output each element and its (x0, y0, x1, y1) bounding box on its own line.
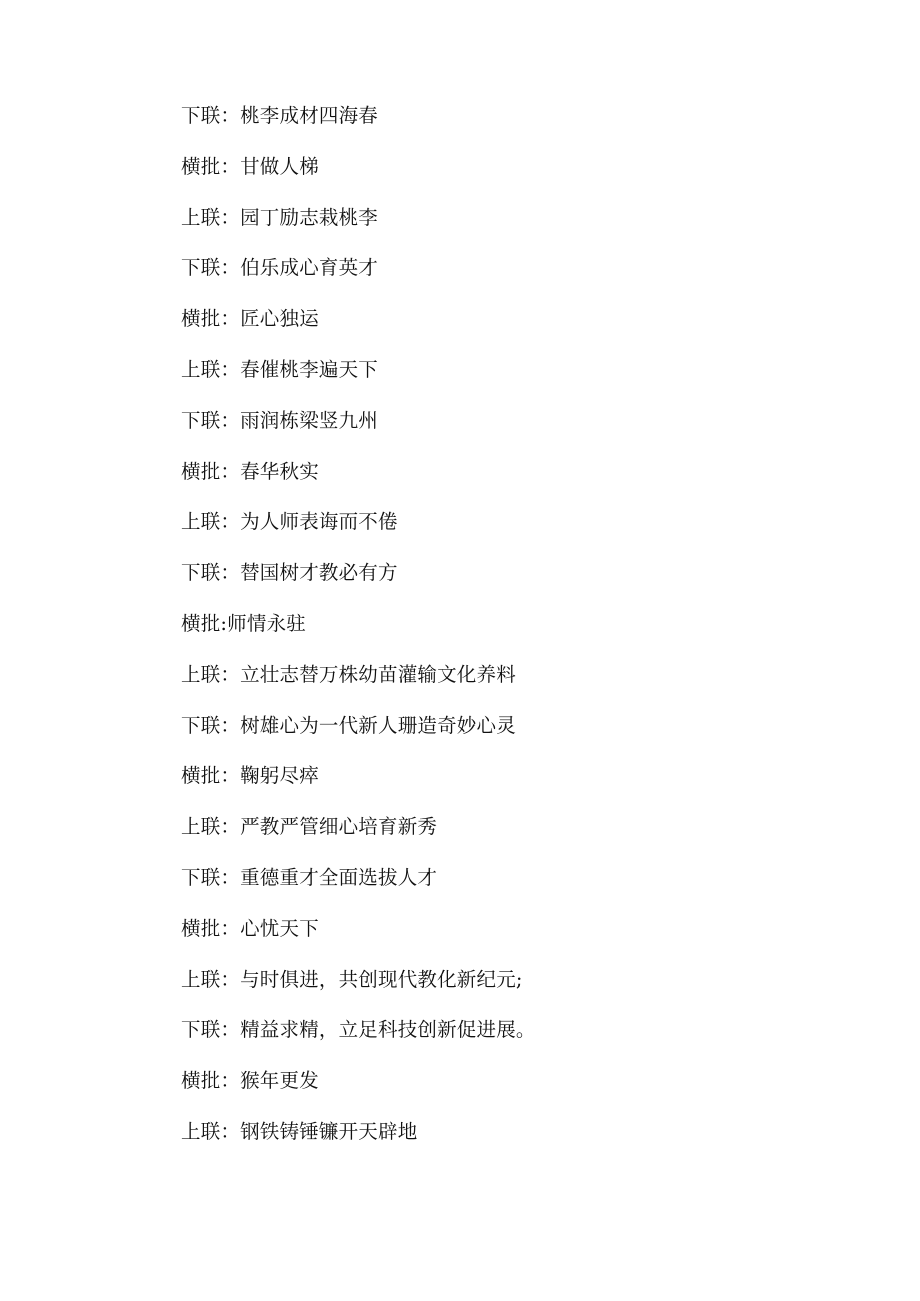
couplet-line: 上联：园丁励志栽桃李 (181, 205, 379, 229)
couplet-line: 上联：为人师表诲而不倦 (181, 510, 398, 534)
couplet-line: 横批：匠心独运 (181, 307, 319, 331)
couplet-line: 下联：伯乐成心育英才 (181, 256, 379, 280)
couplet-line: 上联：与时俱进，共创现代教化新纪元; (181, 967, 523, 991)
couplet-line: 上联：钢铁铸锤镰开天辟地 (181, 1119, 418, 1143)
couplet-line: 上联：立壮志替万株幼苗灌输文化养料 (181, 662, 516, 686)
couplet-list (181, 100, 536, 1167)
couplet-line: 横批：甘做人梯 (181, 154, 319, 178)
couplet-line: 横批：心忧天下 (181, 916, 319, 940)
couplet-line: 下联：重德重才全面选拔人才 (181, 865, 438, 889)
couplet-line: 横批:师情永驻 (181, 611, 306, 635)
couplet-line: 下联：桃李成材四海春 (181, 104, 379, 127)
couplet-line: 横批：猴年更发 (181, 1069, 319, 1093)
couplet-line: 下联：替国树才教必有方 (181, 561, 398, 585)
couplet-line: 上联：严教严管细心培育新秀 (181, 815, 438, 839)
couplet-line: 下联：精益求精，立足科技创新促进展。 (181, 1018, 536, 1042)
couplet-line: 横批：春华秋实 (181, 459, 319, 483)
couplet-line: 下联：雨润栋梁竖九州 (181, 408, 379, 432)
couplet-line: 下联：树雄心为一代新人珊造奇妙心灵 (181, 713, 516, 737)
couplet-line: 横批：鞠躬尽瘁 (181, 764, 319, 788)
couplet-line: 上联：春催桃李遍天下 (181, 357, 379, 381)
